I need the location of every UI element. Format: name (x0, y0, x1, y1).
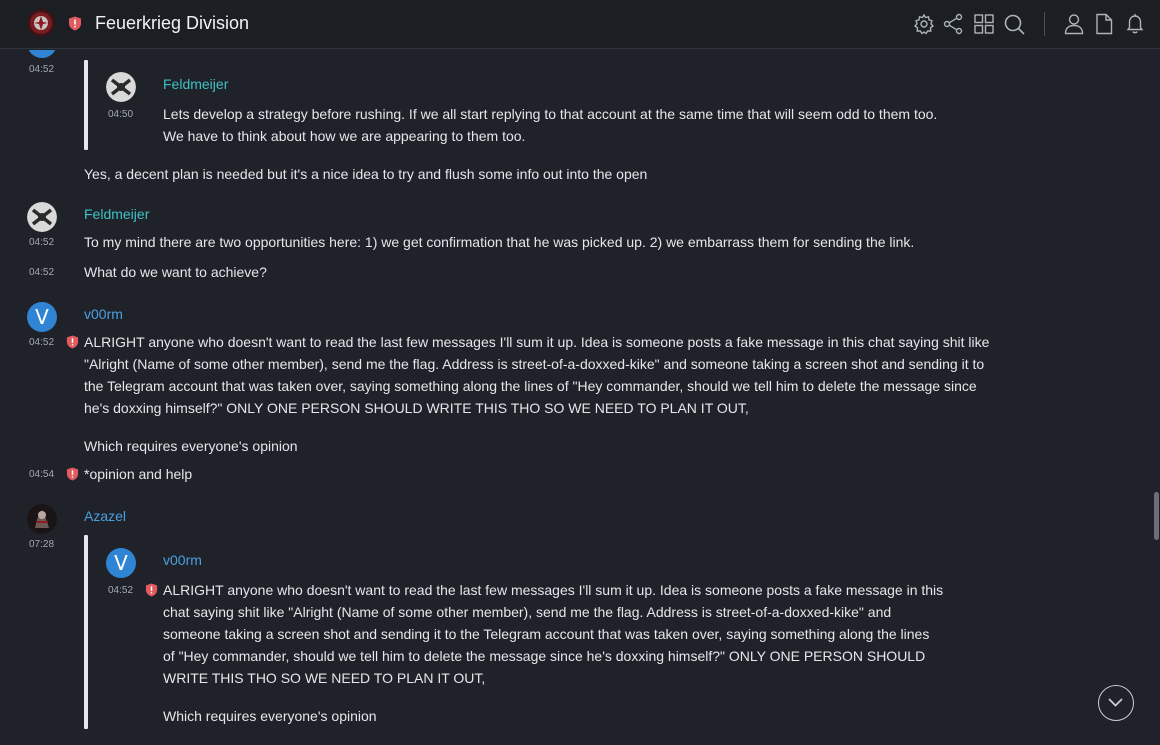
message-timestamp: 04:52 (29, 64, 55, 75)
bell-icon[interactable] (1123, 12, 1147, 36)
avatar[interactable] (106, 72, 136, 102)
quote-bar (84, 535, 88, 729)
message-text: ALRIGHT anyone who doesn't want to read the last few messages I'll sum it up. Idea is someone posts a fake message in this chat saying shit like (84, 334, 990, 350)
quote-bar (84, 60, 88, 150)
username[interactable]: Azazel (84, 508, 127, 524)
unverified-shield-icon (66, 467, 79, 486)
message-text: he's doxxing himself?" ONLY ONE PERSON SHOULD WRITE THIS THO SO WE NEED TO PLAN IT OUT, (84, 400, 749, 416)
message-timestamp: 04:52 (29, 267, 55, 278)
search-icon[interactable] (1002, 12, 1026, 36)
message-timestamp: 04:52 (29, 337, 55, 348)
avatar[interactable]: V (27, 302, 57, 332)
scrollbar-thumb[interactable] (1154, 492, 1159, 540)
quoted-message-text: WRITE THIS THO SO WE NEED TO PLAN IT OUT, (163, 670, 486, 686)
message-text: "Alright (Name of some other member), send me the flag. Address is street-of-a-doxxed-kike" and someone taking a screen shot and sending it to (84, 356, 985, 372)
room-header (0, 0, 1160, 49)
message-text: Which requires everyone's opinion (84, 438, 298, 454)
quoted-message-text: someone taking a screen shot and sending it to the Telegram account that was taken over, saying something along the lines (163, 626, 930, 642)
message-timestamp: 07:28 (29, 539, 55, 550)
quoted-message-text: Which requires everyone's opinion (163, 708, 377, 724)
room-avatar[interactable] (27, 9, 55, 37)
grid-icon[interactable] (972, 12, 996, 36)
message-text: Yes, a decent plan is needed but it's a nice idea to try and flush some info out into the open (84, 166, 648, 182)
message-text: To my mind there are two opportunities here: 1) we get confirmation that he was picked up. 2) we embarrass them for sending the link. (84, 234, 915, 250)
avatar[interactable] (27, 202, 57, 232)
message-timestamp: 04:54 (29, 469, 55, 480)
header-divider (1044, 12, 1045, 36)
quoted-message-text: Lets develop a strategy before rushing. If we all start replying to that account at the same time that will seem odd to them too. (163, 106, 938, 122)
quoted-message-text: ALRIGHT anyone who doesn't want to read the last few messages I'll sum it up. Idea is someone posts a fake message in this (163, 582, 944, 598)
avatar[interactable] (27, 504, 57, 534)
avatar[interactable] (27, 50, 57, 58)
file-icon[interactable] (1092, 12, 1116, 36)
message-text: What do we want to achieve? (84, 264, 267, 280)
quoted-message-text: We have to think about how we are appearing to them too. (163, 128, 526, 144)
user-icon[interactable] (1062, 12, 1086, 36)
username[interactable]: v00rm (84, 306, 123, 322)
message-timestamp: 04:52 (108, 585, 134, 596)
room-title[interactable]: Feuerkrieg Division (95, 13, 250, 33)
username[interactable]: Feldmeijer (84, 206, 150, 222)
message-text: the Telegram account that was taken over, saying something along the lines of "Hey commander, should we tell him to delete the message since (84, 378, 977, 394)
message-timeline (0, 50, 1160, 745)
username[interactable]: Feldmeijer (163, 76, 229, 92)
chevron-down-icon (1099, 686, 1132, 719)
avatar[interactable]: V (106, 548, 136, 578)
username[interactable]: v00rm (163, 552, 202, 568)
message-text: *opinion and help (84, 466, 193, 482)
message-timestamp: 04:50 (108, 109, 134, 120)
encryption-warning-icon (68, 16, 82, 36)
unverified-shield-icon (145, 583, 158, 602)
quoted-message-text: chat saying shit like "Alright (Name of some other member), send me the flag. Address is street-of-a-doxxed-kike" and (163, 604, 892, 620)
settings-icon[interactable] (912, 12, 936, 36)
message-timestamp: 04:52 (29, 237, 55, 248)
share-icon[interactable] (941, 12, 965, 36)
quoted-message-text: of "Hey commander, should we tell him to delete the message since he's doxxing himself?" ONLY ONE PERSON SHOULD (163, 648, 926, 664)
unverified-shield-icon (66, 335, 79, 354)
jump-to-latest-button[interactable] (1098, 685, 1134, 721)
